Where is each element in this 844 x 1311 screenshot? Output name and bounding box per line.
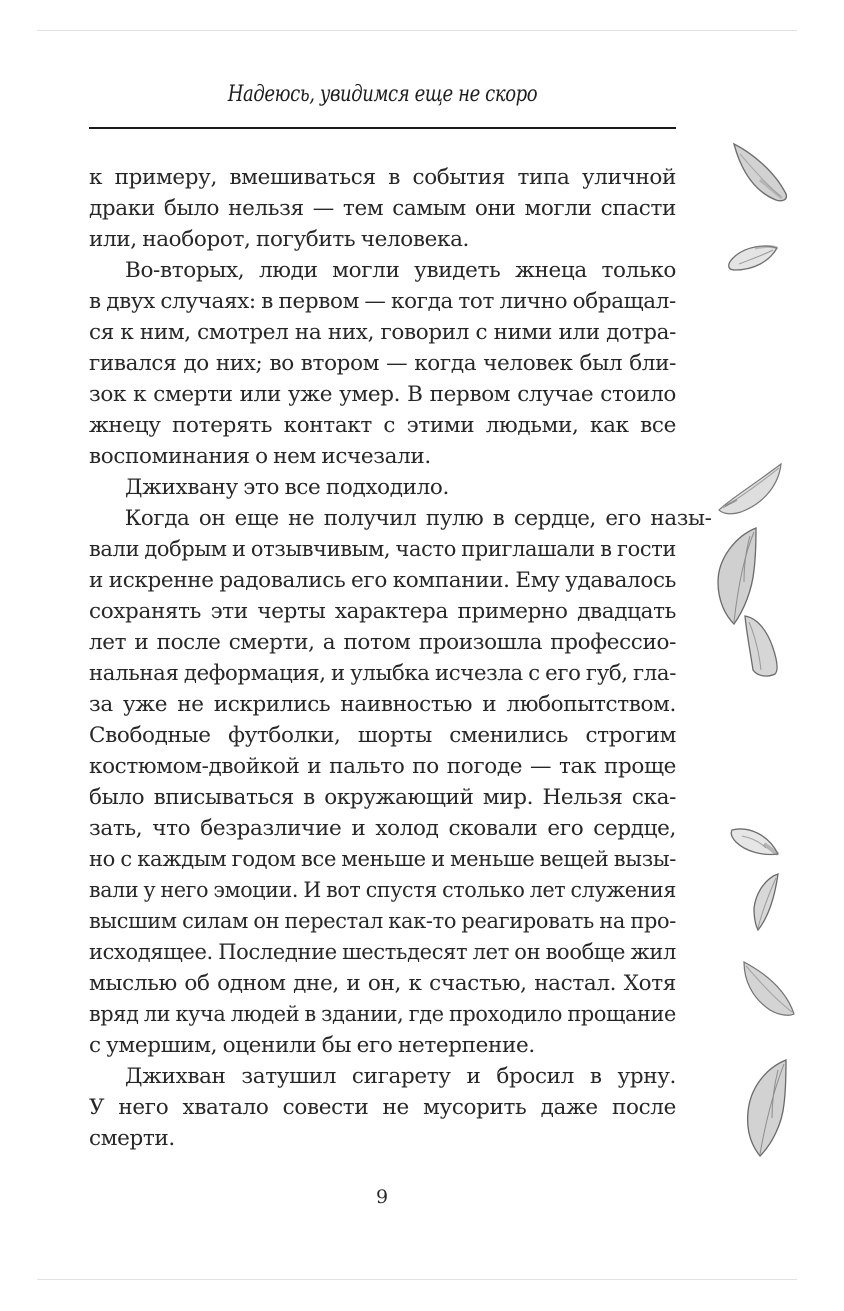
leaf-icon: [730, 140, 792, 208]
text-line: или, наоборот, погубить человека.: [89, 227, 470, 252]
text-line: но с каждым годом все меньше и меньше вещей вызы-: [89, 847, 677, 872]
text-line: вряд ли куча людей в здании, где проходило прощание: [89, 1002, 676, 1027]
text-line: Во-вторых, люди могли увидеть жнеца только: [125, 258, 676, 283]
text-line: исходящее. Последние шестьдесят лет он вообще жил: [89, 940, 677, 965]
running-head: Надеюсь, увидимся еще не скоро: [227, 82, 538, 107]
text-line: к примеру, вмешиваться в события типа уличной: [89, 165, 676, 190]
leaf-icon: [715, 462, 785, 518]
page-bottom-edge: [37, 1279, 797, 1280]
text-line: мыслью об одном дне, и он, к счастью, настал. Хотя: [89, 971, 676, 996]
text-line: Джихван затушил сигарету и бросил в урну.: [125, 1064, 676, 1089]
leaf-icon: [744, 1058, 790, 1158]
page-top-edge: [37, 30, 797, 31]
leaf-icon: [750, 872, 780, 932]
text-line: за уже не искрились наивностью и любопытством.: [89, 692, 676, 717]
text-line: вали у него эмоции. И вот спустя столько лет служения: [89, 878, 676, 903]
text-line: костюмом-двойкой и пальто по погоде — так проще: [89, 754, 676, 779]
text-line: У него хватало совести не мусорить даже после: [89, 1095, 676, 1120]
text-line: зать, что безразличие и холод сковали его сердце,: [89, 816, 676, 841]
text-line: вали добрым и отзывчивым, часто приглашали в гости: [89, 537, 677, 562]
text-line: жнецу потерять контакт с этими людьми, как все: [89, 413, 676, 438]
text-line: и искренне радовались его компании. Ему удавалось: [89, 568, 676, 593]
text-line: нальная деформация, и улыбка исчезла с его губ, гла-: [89, 661, 677, 686]
text-line: Когда он еще не получил пулю в сердце, его назы-: [124, 506, 712, 531]
text-line: гивался до них; во втором — когда человек был бли-: [89, 351, 676, 376]
text-line: с умершим, оценили бы его нетерпение.: [89, 1033, 535, 1058]
leaf-icon: [740, 960, 796, 1018]
leaf-icon: [741, 612, 783, 680]
text-line: было вписываться в окружающий мир. Нельзя ска-: [89, 785, 676, 810]
text-line: Свободные футболки, шорты сменились строгим: [89, 723, 676, 748]
text-line: смерти.: [89, 1126, 175, 1151]
header-rule: [89, 127, 676, 129]
text-line: Джихвану это все подходило.: [125, 475, 450, 500]
leaf-icon: [714, 526, 760, 626]
text-line: в двух случаях: в первом — когда тот лично обращал-: [89, 289, 676, 314]
leaf-icon: [728, 824, 782, 860]
text-line: ся к ним, смотрел на них, говорил с ними или дотра-: [89, 320, 676, 345]
page-number: 9: [375, 1186, 389, 1208]
text-line: сохранять эти черты характера примерно двадцать: [89, 599, 676, 624]
text-line: воспоминания о нем исчезали.: [89, 444, 431, 469]
text-line: драки было нельзя — тем самым они могли спасти: [89, 196, 676, 221]
text-line: высшим силам он перестал как-то реагировать на про-: [89, 909, 676, 934]
leaf-icon: [725, 240, 783, 276]
text-line: зок к смерти или уже умер. В первом случае стоило: [89, 382, 676, 407]
text-line: лет и после смерти, а потом произошла профессио-: [89, 630, 676, 655]
body-text: [89, 162, 712, 1154]
